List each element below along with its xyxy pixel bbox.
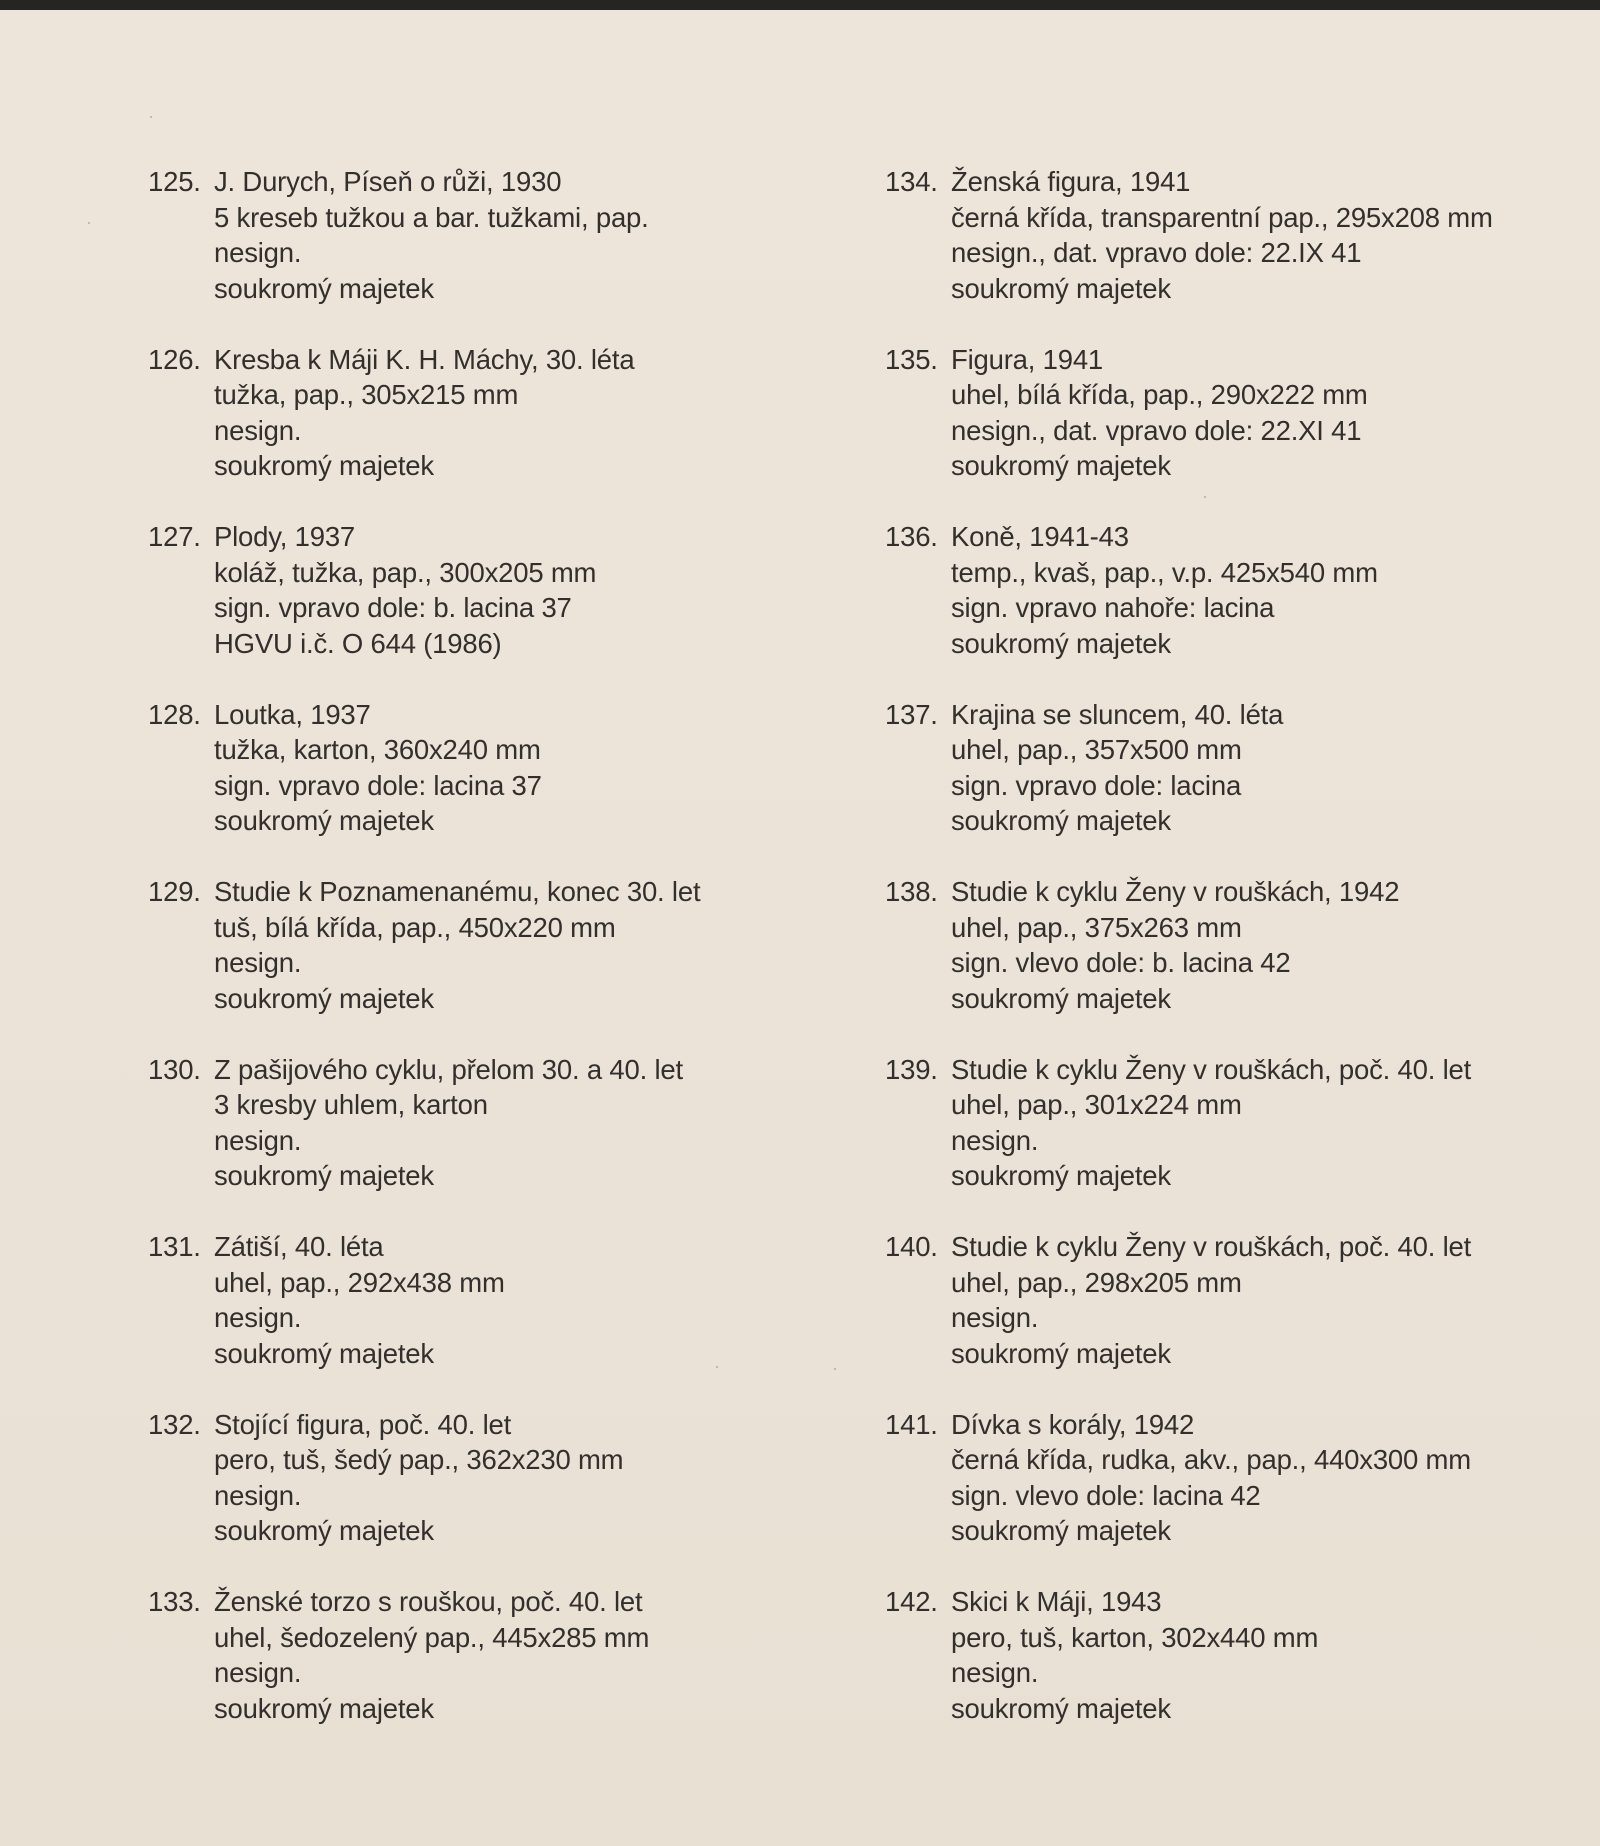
- catalog-entry: [148, 1584, 888, 1762]
- entry-title: Studie k cyklu Ženy v rouškách, poč. 40. let: [951, 1231, 1472, 1262]
- entry-collection: soukromý majetek: [951, 1692, 1171, 1724]
- entry-collection: soukromý majetek: [951, 982, 1171, 1014]
- entry-medium: pero, tuš, šedý pap., 362x230 mm: [214, 1444, 624, 1475]
- entry-medium: uhel, pap., 298x205 mm: [951, 1266, 1242, 1298]
- catalog-entry: [148, 1052, 888, 1230]
- entry-number: 125.: [148, 166, 201, 197]
- catalog-entry: [148, 519, 888, 697]
- entry-details: [951, 519, 1600, 661]
- entry-title: Studie k Poznamenanému, konec 30. let: [214, 876, 701, 907]
- entry-details: [214, 519, 888, 661]
- catalog-entry: [885, 1584, 1600, 1762]
- entry-title: Skici k Máji, 1943: [951, 1586, 1162, 1617]
- entry-details: [214, 1052, 888, 1194]
- entry-signature: sign. vpravo dole: lacina 37: [214, 769, 542, 801]
- entry-signature: nesign.: [214, 1302, 302, 1333]
- entry-details: [951, 1584, 1600, 1726]
- catalog-entry: [885, 1407, 1600, 1585]
- entry-signature: nesign.: [214, 1657, 302, 1688]
- entry-collection: soukromý majetek: [214, 805, 434, 836]
- entry-signature: sign. vpravo nahoře: lacina: [951, 592, 1275, 623]
- entry-details: [214, 1407, 888, 1549]
- entry-signature: nesign.: [951, 1302, 1039, 1333]
- entry-medium: uhel, pap., 375x263 mm: [951, 911, 1242, 943]
- catalog-entry: [148, 697, 888, 875]
- entry-collection: soukromý majetek: [214, 982, 434, 1014]
- entry-number: 142.: [885, 1586, 938, 1617]
- entry-details: [951, 874, 1600, 1016]
- catalog-entry: [885, 164, 1600, 342]
- entry-medium: tuš, bílá křída, pap., 450x220 mm: [214, 911, 616, 943]
- entry-collection: soukromý majetek: [951, 627, 1171, 659]
- entry-number: 127.: [148, 521, 201, 552]
- entry-details: [951, 1229, 1600, 1371]
- entry-signature: sign. vpravo dole: b. lacina 37: [214, 592, 572, 623]
- entry-number: 137.: [885, 698, 938, 730]
- entry-medium: 5 kreseb tužkou a bar. tužkami, pap.: [214, 201, 649, 233]
- entry-details: [951, 164, 1600, 306]
- entry-collection: soukromý majetek: [214, 272, 434, 304]
- entry-title: Kresba k Máji K. H. Máchy, 30. léta: [214, 343, 635, 375]
- entry-number: 138.: [885, 876, 938, 907]
- entry-details: [214, 164, 888, 306]
- entry-signature: nesign., dat. vpravo dole: 22.XI 41: [951, 414, 1362, 446]
- entry-details: [214, 697, 888, 839]
- entry-collection: HGVU i.č. O 644 (1986): [214, 627, 502, 659]
- entry-title: J. Durych, Píseň o růži, 1930: [214, 166, 562, 197]
- catalog-entry: [885, 874, 1600, 1052]
- paper-speck: [88, 222, 90, 224]
- entry-signature: sign. vpravo dole: lacina: [951, 769, 1242, 801]
- entry-medium: tužka, pap., 305x215 mm: [214, 379, 519, 410]
- catalog-entry: [885, 1229, 1600, 1407]
- catalog-entry: [885, 342, 1600, 520]
- entry-details: [214, 1584, 888, 1726]
- entry-details: [214, 1229, 888, 1371]
- entry-title: Studie k cyklu Ženy v rouškách, 1942: [951, 876, 1400, 907]
- entry-medium: temp., kvaš, pap., v.p. 425x540 mm: [951, 556, 1378, 588]
- catalog-entry: [885, 697, 1600, 875]
- entry-medium: uhel, šedozelený pap., 445x285 mm: [214, 1621, 650, 1653]
- entry-signature: nesign., dat. vpravo dole: 22.IX 41: [951, 237, 1362, 268]
- entry-number: 126.: [148, 343, 201, 375]
- entry-signature: nesign.: [214, 237, 302, 268]
- catalog-entry: [148, 874, 888, 1052]
- catalog-entry: [885, 519, 1600, 697]
- entry-title: Studie k cyklu Ženy v rouškách, poč. 40. let: [951, 1053, 1472, 1085]
- catalog-entry: [885, 1052, 1600, 1230]
- entry-title: Koně, 1941-43: [951, 521, 1129, 552]
- entry-number: 135.: [885, 343, 938, 375]
- entry-medium: černá křída, transparentní pap., 295x208 mm: [951, 201, 1493, 233]
- entry-number: 128.: [148, 698, 201, 730]
- entry-title: Stojící figura, poč. 40. let: [214, 1408, 512, 1440]
- entry-number: 134.: [885, 166, 938, 197]
- catalog-entry: [148, 1229, 888, 1407]
- entry-signature: nesign.: [214, 947, 302, 978]
- entry-medium: uhel, bílá křída, pap., 290x222 mm: [951, 379, 1368, 410]
- catalog-entry: [148, 1407, 888, 1585]
- entry-collection: soukromý majetek: [214, 1515, 434, 1546]
- entry-collection: soukromý majetek: [214, 1160, 434, 1191]
- entry-signature: nesign.: [214, 1124, 302, 1156]
- entry-details: [214, 874, 888, 1016]
- entry-details: [951, 1407, 1600, 1549]
- entry-medium: uhel, pap., 301x224 mm: [951, 1089, 1242, 1120]
- entry-medium: uhel, pap., 357x500 mm: [951, 734, 1242, 765]
- entry-details: [214, 342, 888, 484]
- catalog-right-column: [885, 164, 1600, 1762]
- entry-title: Z pašijového cyklu, přelom 30. a 40. let: [214, 1053, 683, 1085]
- entry-title: Zátiší, 40. léta: [214, 1231, 384, 1262]
- entry-medium: černá křída, rudka, akv., pap., 440x300 mm: [951, 1444, 1471, 1475]
- entry-medium: pero, tuš, karton, 302x440 mm: [951, 1621, 1319, 1653]
- entry-collection: soukromý majetek: [214, 1337, 434, 1369]
- entry-number: 141.: [885, 1408, 938, 1440]
- catalog-entry: [148, 342, 888, 520]
- entry-medium: koláž, tužka, pap., 300x205 mm: [214, 556, 597, 588]
- paper-speck: [150, 116, 152, 118]
- entry-number: 136.: [885, 521, 938, 552]
- catalog-entry: [148, 164, 888, 342]
- entry-title: Figura, 1941: [951, 343, 1104, 375]
- entry-title: Ženská figura, 1941: [951, 166, 1191, 197]
- entry-collection: soukromý majetek: [951, 1160, 1171, 1191]
- entry-number: 140.: [885, 1231, 938, 1262]
- page-top-edge: [0, 0, 1600, 10]
- entry-collection: soukromý majetek: [951, 450, 1171, 481]
- entry-title: Ženské torzo s rouškou, poč. 40. let: [214, 1586, 643, 1617]
- entry-title: Loutka, 1937: [214, 698, 371, 730]
- entry-number: 139.: [885, 1053, 938, 1085]
- entry-signature: nesign.: [951, 1124, 1039, 1156]
- entry-title: Plody, 1937: [214, 521, 356, 552]
- entry-collection: soukromý majetek: [214, 450, 434, 481]
- entry-details: [951, 1052, 1600, 1194]
- entry-signature: nesign.: [214, 1479, 302, 1511]
- entry-collection: soukromý majetek: [951, 272, 1171, 304]
- entry-medium: uhel, pap., 292x438 mm: [214, 1266, 505, 1298]
- entry-number: 131.: [148, 1231, 201, 1262]
- entry-number: 133.: [148, 1586, 201, 1617]
- entry-number: 129.: [148, 876, 201, 907]
- entry-collection: soukromý majetek: [951, 805, 1171, 836]
- entry-collection: soukromý majetek: [951, 1337, 1171, 1369]
- catalog-left-column: [148, 164, 888, 1762]
- entry-collection: soukromý majetek: [214, 1692, 434, 1724]
- entry-details: [951, 697, 1600, 839]
- entry-signature: nesign.: [951, 1657, 1039, 1688]
- entry-medium: tužka, karton, 360x240 mm: [214, 734, 541, 765]
- entry-details: [951, 342, 1600, 484]
- entry-signature: nesign.: [214, 414, 302, 446]
- entry-collection: soukromý majetek: [951, 1515, 1171, 1546]
- entry-title: Krajina se sluncem, 40. léta: [951, 698, 1284, 730]
- entry-signature: sign. vlevo dole: b. lacina 42: [951, 947, 1291, 978]
- entry-signature: sign. vlevo dole: lacina 42: [951, 1479, 1261, 1511]
- entry-medium: 3 kresby uhlem, karton: [214, 1089, 488, 1120]
- entry-title: Dívka s korály, 1942: [951, 1408, 1195, 1440]
- entry-number: 132.: [148, 1408, 201, 1440]
- entry-number: 130.: [148, 1053, 201, 1085]
